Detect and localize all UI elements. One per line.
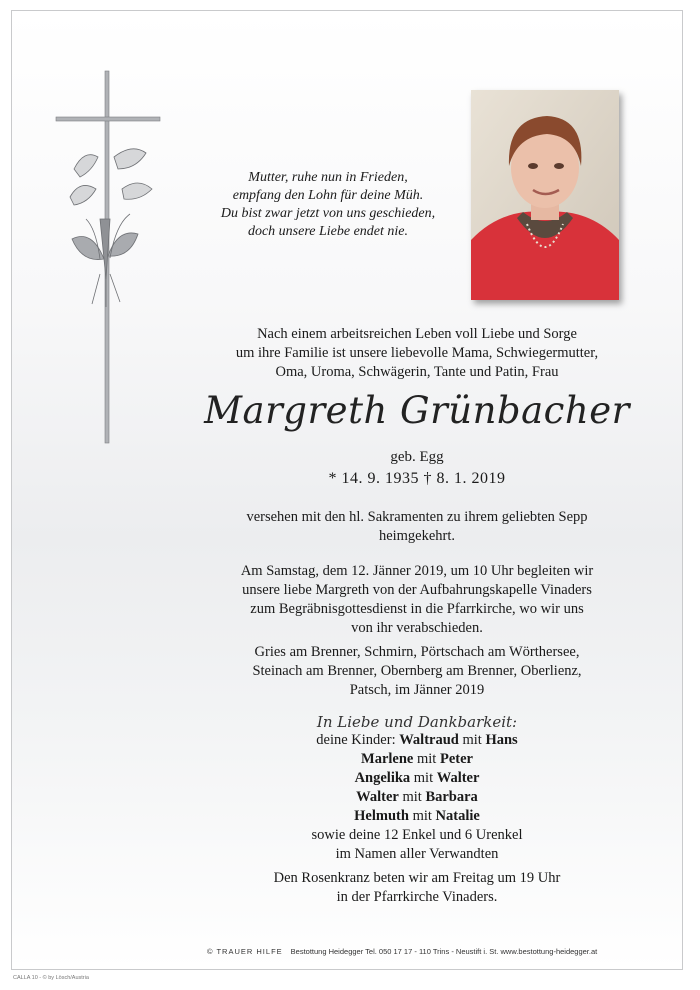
life-dates: * 14. 9. 1935 † 8. 1. 2019	[328, 470, 506, 487]
funeral-line: Am Samstag, dem 12. Jänner 2019, um 10 Uhr begleiten wir	[240, 563, 594, 579]
rosary-notice	[207, 869, 627, 907]
child-name: Walter	[356, 789, 399, 805]
mit-word: mit	[413, 751, 440, 767]
undertaker-contact: Bestottung Heidegger Tel. 050 17 17 - 110 Trins - Neustift i. St. www.bestottung-heidegger.at	[290, 947, 598, 956]
trauer-hilfe-logo: © TRAUER HILFE	[207, 947, 283, 956]
rosary-line: in der Pfarrkirche Vinaders.	[336, 889, 498, 905]
partner-name: Peter	[439, 751, 473, 767]
deceased-name: Margreth Grünbacher	[204, 389, 630, 432]
family-line	[207, 788, 627, 807]
memorial-verse	[208, 169, 448, 241]
child-name: Marlene	[361, 751, 414, 767]
funeral-announcement	[207, 562, 627, 638]
mit-word: mit	[410, 770, 437, 786]
sacraments-line: versehen mit den hl. Sakramenten zu ihrem geliebten Sepp	[246, 509, 588, 525]
grandchildren-line: sowie deine 12 Enkel und 6 Urenkel	[311, 827, 523, 843]
partner-name: Hans	[485, 732, 518, 748]
intro-line: Nach einem arbeitsreichen Leben voll Liebe und Sorge	[257, 326, 577, 342]
mit-word: mit	[458, 732, 486, 748]
portrait-photo	[471, 90, 619, 300]
child-name: Waltraud	[399, 732, 459, 748]
thanks-heading: In Liebe und Dankbarkeit:	[316, 713, 518, 731]
places-line: Steinach am Brenner, Obernberg am Brenner, Oberlienz,	[252, 663, 582, 679]
intro-line: Oma, Uroma, Schwägerin, Tante und Patin, Frau	[275, 364, 559, 380]
partner-name: Natalie	[435, 808, 480, 824]
cross-with-calla-icon	[52, 69, 167, 449]
family-line	[207, 750, 627, 769]
obituary-card	[11, 10, 683, 970]
family-line	[207, 731, 627, 750]
birth-name: geb. Egg	[390, 449, 444, 465]
family-line	[207, 807, 627, 826]
mit-word: mit	[398, 789, 426, 805]
partner-name: Walter	[436, 770, 480, 786]
verse-line: empfang den Lohn für deine Müh.	[232, 188, 424, 203]
family-list	[207, 731, 627, 864]
child-name: Helmuth	[354, 808, 409, 824]
places-line: Gries am Brenner, Schmirn, Pörtschach am Wörthersee,	[254, 644, 580, 660]
relatives-line: im Namen aller Verwandten	[335, 846, 499, 862]
child-name: Angelika	[354, 770, 411, 786]
verse-line: doch unsere Liebe endet nie.	[247, 224, 409, 239]
family-line	[207, 769, 627, 788]
places-and-date	[207, 643, 627, 700]
verse-line: Du bist zwar jetzt von uns geschieden,	[220, 206, 436, 221]
mit-word: mit	[408, 808, 436, 824]
intro-line: um ihre Familie ist unsere liebevolle Mama, Schwiegermutter,	[235, 345, 599, 361]
rosary-line: Den Rosenkranz beten wir am Freitag um 19 Uhr	[273, 870, 561, 886]
funeral-line: unsere liebe Margreth von der Aufbahrungskapelle Vinaders	[242, 582, 592, 598]
kids-prefix: deine Kinder:	[316, 732, 400, 748]
sacraments-text	[207, 508, 627, 546]
funeral-line: zum Begräbnisgottesdienst in die Pfarrkirche, wo wir uns	[250, 601, 584, 617]
places-line: Patsch, im Jänner 2019	[349, 682, 485, 698]
print-credit: CALLA 10 - © by Lösch/Austria	[13, 975, 89, 981]
intro-text	[207, 325, 627, 382]
partner-name: Barbara	[425, 789, 478, 805]
funeral-line: von ihr verabschieden.	[351, 620, 483, 636]
verse-line: Mutter, ruhe nun in Frieden,	[248, 170, 408, 185]
undertaker-footer	[207, 947, 637, 956]
sacraments-line: heimgekehrt.	[378, 528, 456, 544]
